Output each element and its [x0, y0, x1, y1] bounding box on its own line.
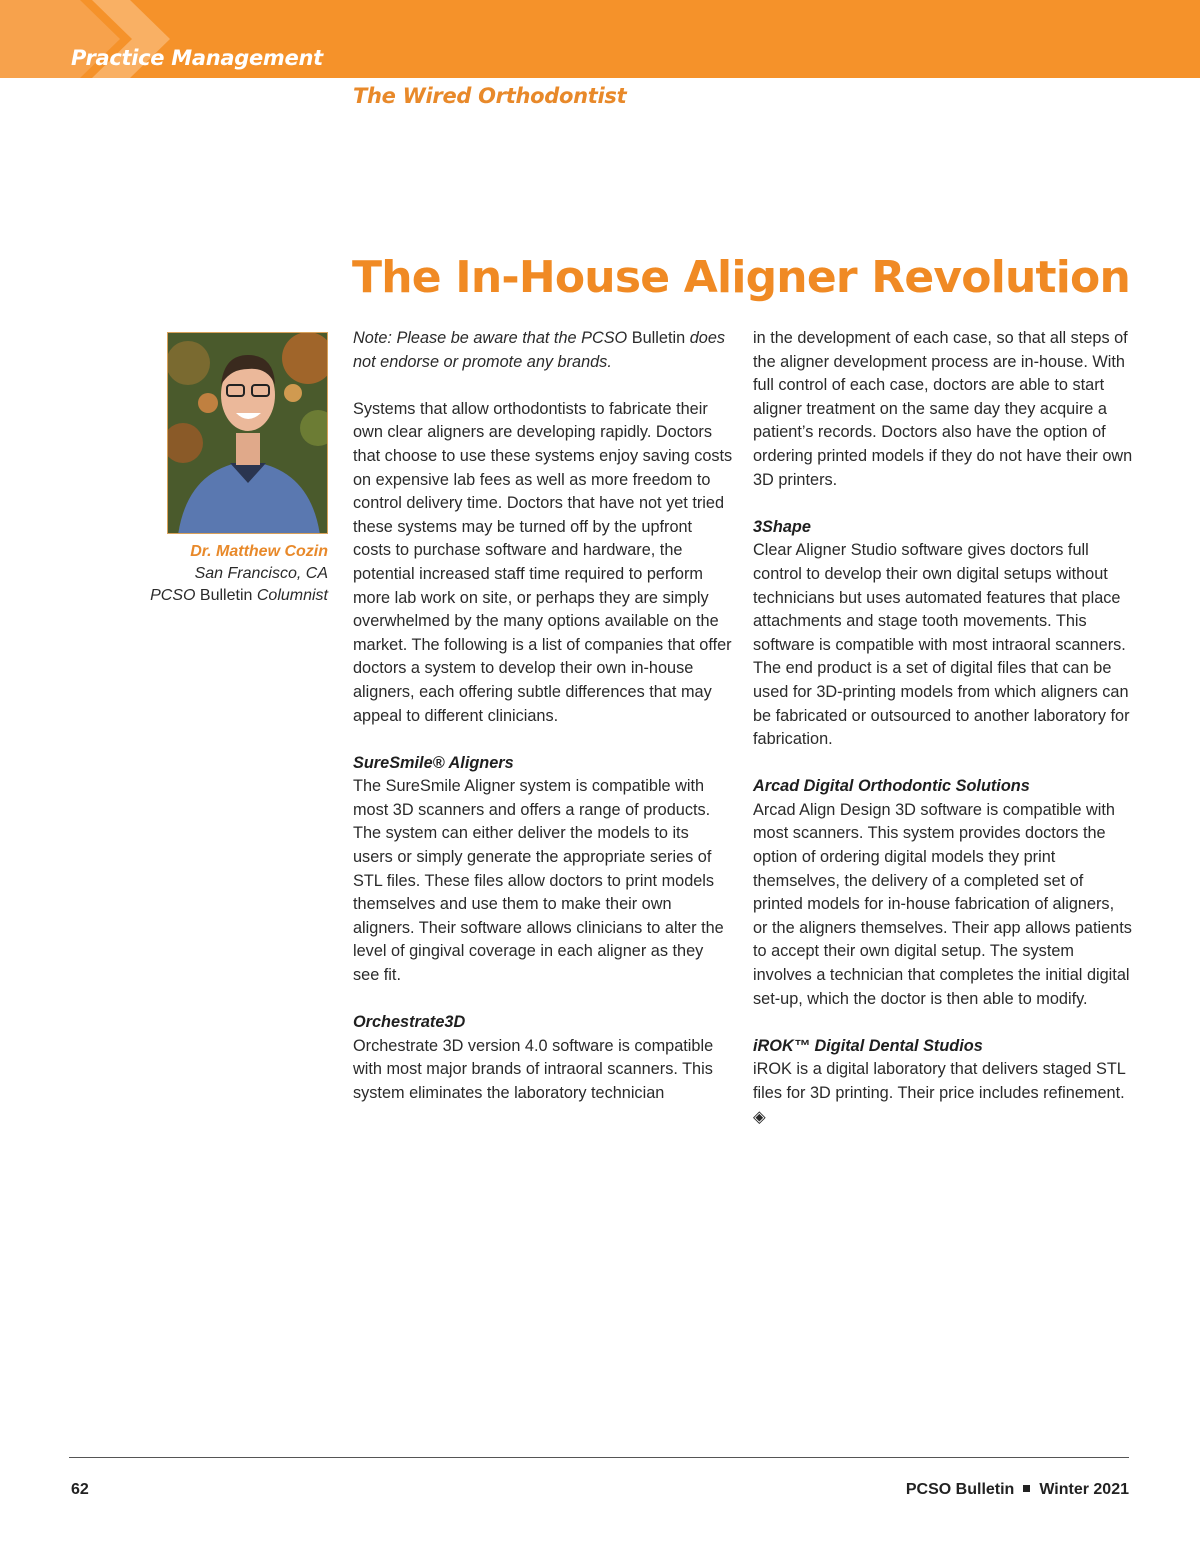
section-label: Practice Management	[71, 46, 323, 70]
section-heading: iROK™ Digital Dental Studios	[753, 1036, 983, 1055]
intro-paragraph: Systems that allow orthodontists to fabricate their own clear aligners are developing rapidly. Doctors that choose to use these systems enjoy saving costs on expensive lab fees as well as more freedom to control delivery time. Doctors that have not yet tried these systems may be turned off by the upfront costs to purchase software and hardware, the potential increased staff time required to perform more lab work on site, or perhaps they are simply overwhelmed by the many options available on the market. The following is a list of companies that offer doctors a system to develop their own in-house aligners, each offering subtle differences that may appeal to different clinicians.	[353, 399, 733, 725]
section-heading: 3Shape	[753, 517, 811, 536]
section-heading: Arcad Digital Orthodontic Solutions	[753, 777, 1030, 796]
author-name: Dr. Matthew Cozin	[190, 543, 328, 560]
column-name: The Wired Orthodontist	[353, 84, 627, 108]
footer-rule	[69, 1457, 1129, 1458]
article-column-left	[353, 327, 733, 1129]
section-body: Orchestrate 3D version 4.0 software is compatible with most major brands of intraoral scanners. This system eliminates the laboratory technician	[353, 1036, 714, 1102]
author-location: San Francisco, CA	[194, 565, 328, 582]
article-title: The In-House Aligner Revolution	[352, 252, 1130, 303]
author-role: PCSO Bulletin Columnist	[150, 587, 328, 604]
section-body: The SureSmile Aligner system is compatible with most 3D scanners and offers a range of products. The system can either deliver the models to its users or simply generate the appropriate series of STL files. These files allow doctors to print models themselves and use them to make their own aligners. Their software allows clinicians to alter the level of gingival coverage in each aligner as they see fit.	[353, 777, 724, 985]
article-column-right	[753, 327, 1133, 1153]
end-mark-icon: ◈	[753, 1107, 766, 1126]
section-heading: SureSmile® Aligners	[353, 753, 514, 772]
section-body-final: iROK is a digital laboratory that delivers staged STL files for 3D printing. Their price includes refinement. ◈	[753, 1060, 1126, 1126]
author-photo	[167, 332, 328, 534]
section-heading: Orchestrate3D	[353, 1013, 466, 1032]
section-body: in the development of each case, so that all steps of the aligner development process are in-house. With full control of each case, doctors are able to start aligner treatment on the same day they acquire a patient’s records. Doctors also have the option of ordering printed models if they do not have their own 3D printers.	[753, 329, 1133, 489]
editor-note: Note: Please be aware that the PCSO Bulletin does not endorse or promote any brands.	[353, 329, 726, 371]
page-number: 62	[71, 1481, 89, 1498]
footer-publication: PCSO Bulletin Winter 2021	[905, 1481, 1129, 1498]
author-byline	[150, 541, 328, 607]
section-body: Clear Aligner Studio software gives doctors full control to develop their own digital setups without technicians but uses automated features that place attachments and stage tooth movements. This software is compatible with most intraoral scanners. The end product is a set of digital files that can be used for 3D-printing models from which aligners can be fabricated or outsourced to another laboratory for fabrication.	[753, 541, 1130, 749]
section-body: Arcad Align Design 3D software is compatible with most scanners. This system provides doctors the option of ordering digital models they print themselves, the delivery of a completed set of printed models for in-house fabrication of aligners, or the aligners themselves. Their app allows patients to accept their own digital setup. The system involves a technician that completes the initial digital set-up, which the doctor is then able to modify.	[753, 800, 1132, 1008]
square-separator-icon	[1023, 1485, 1030, 1492]
